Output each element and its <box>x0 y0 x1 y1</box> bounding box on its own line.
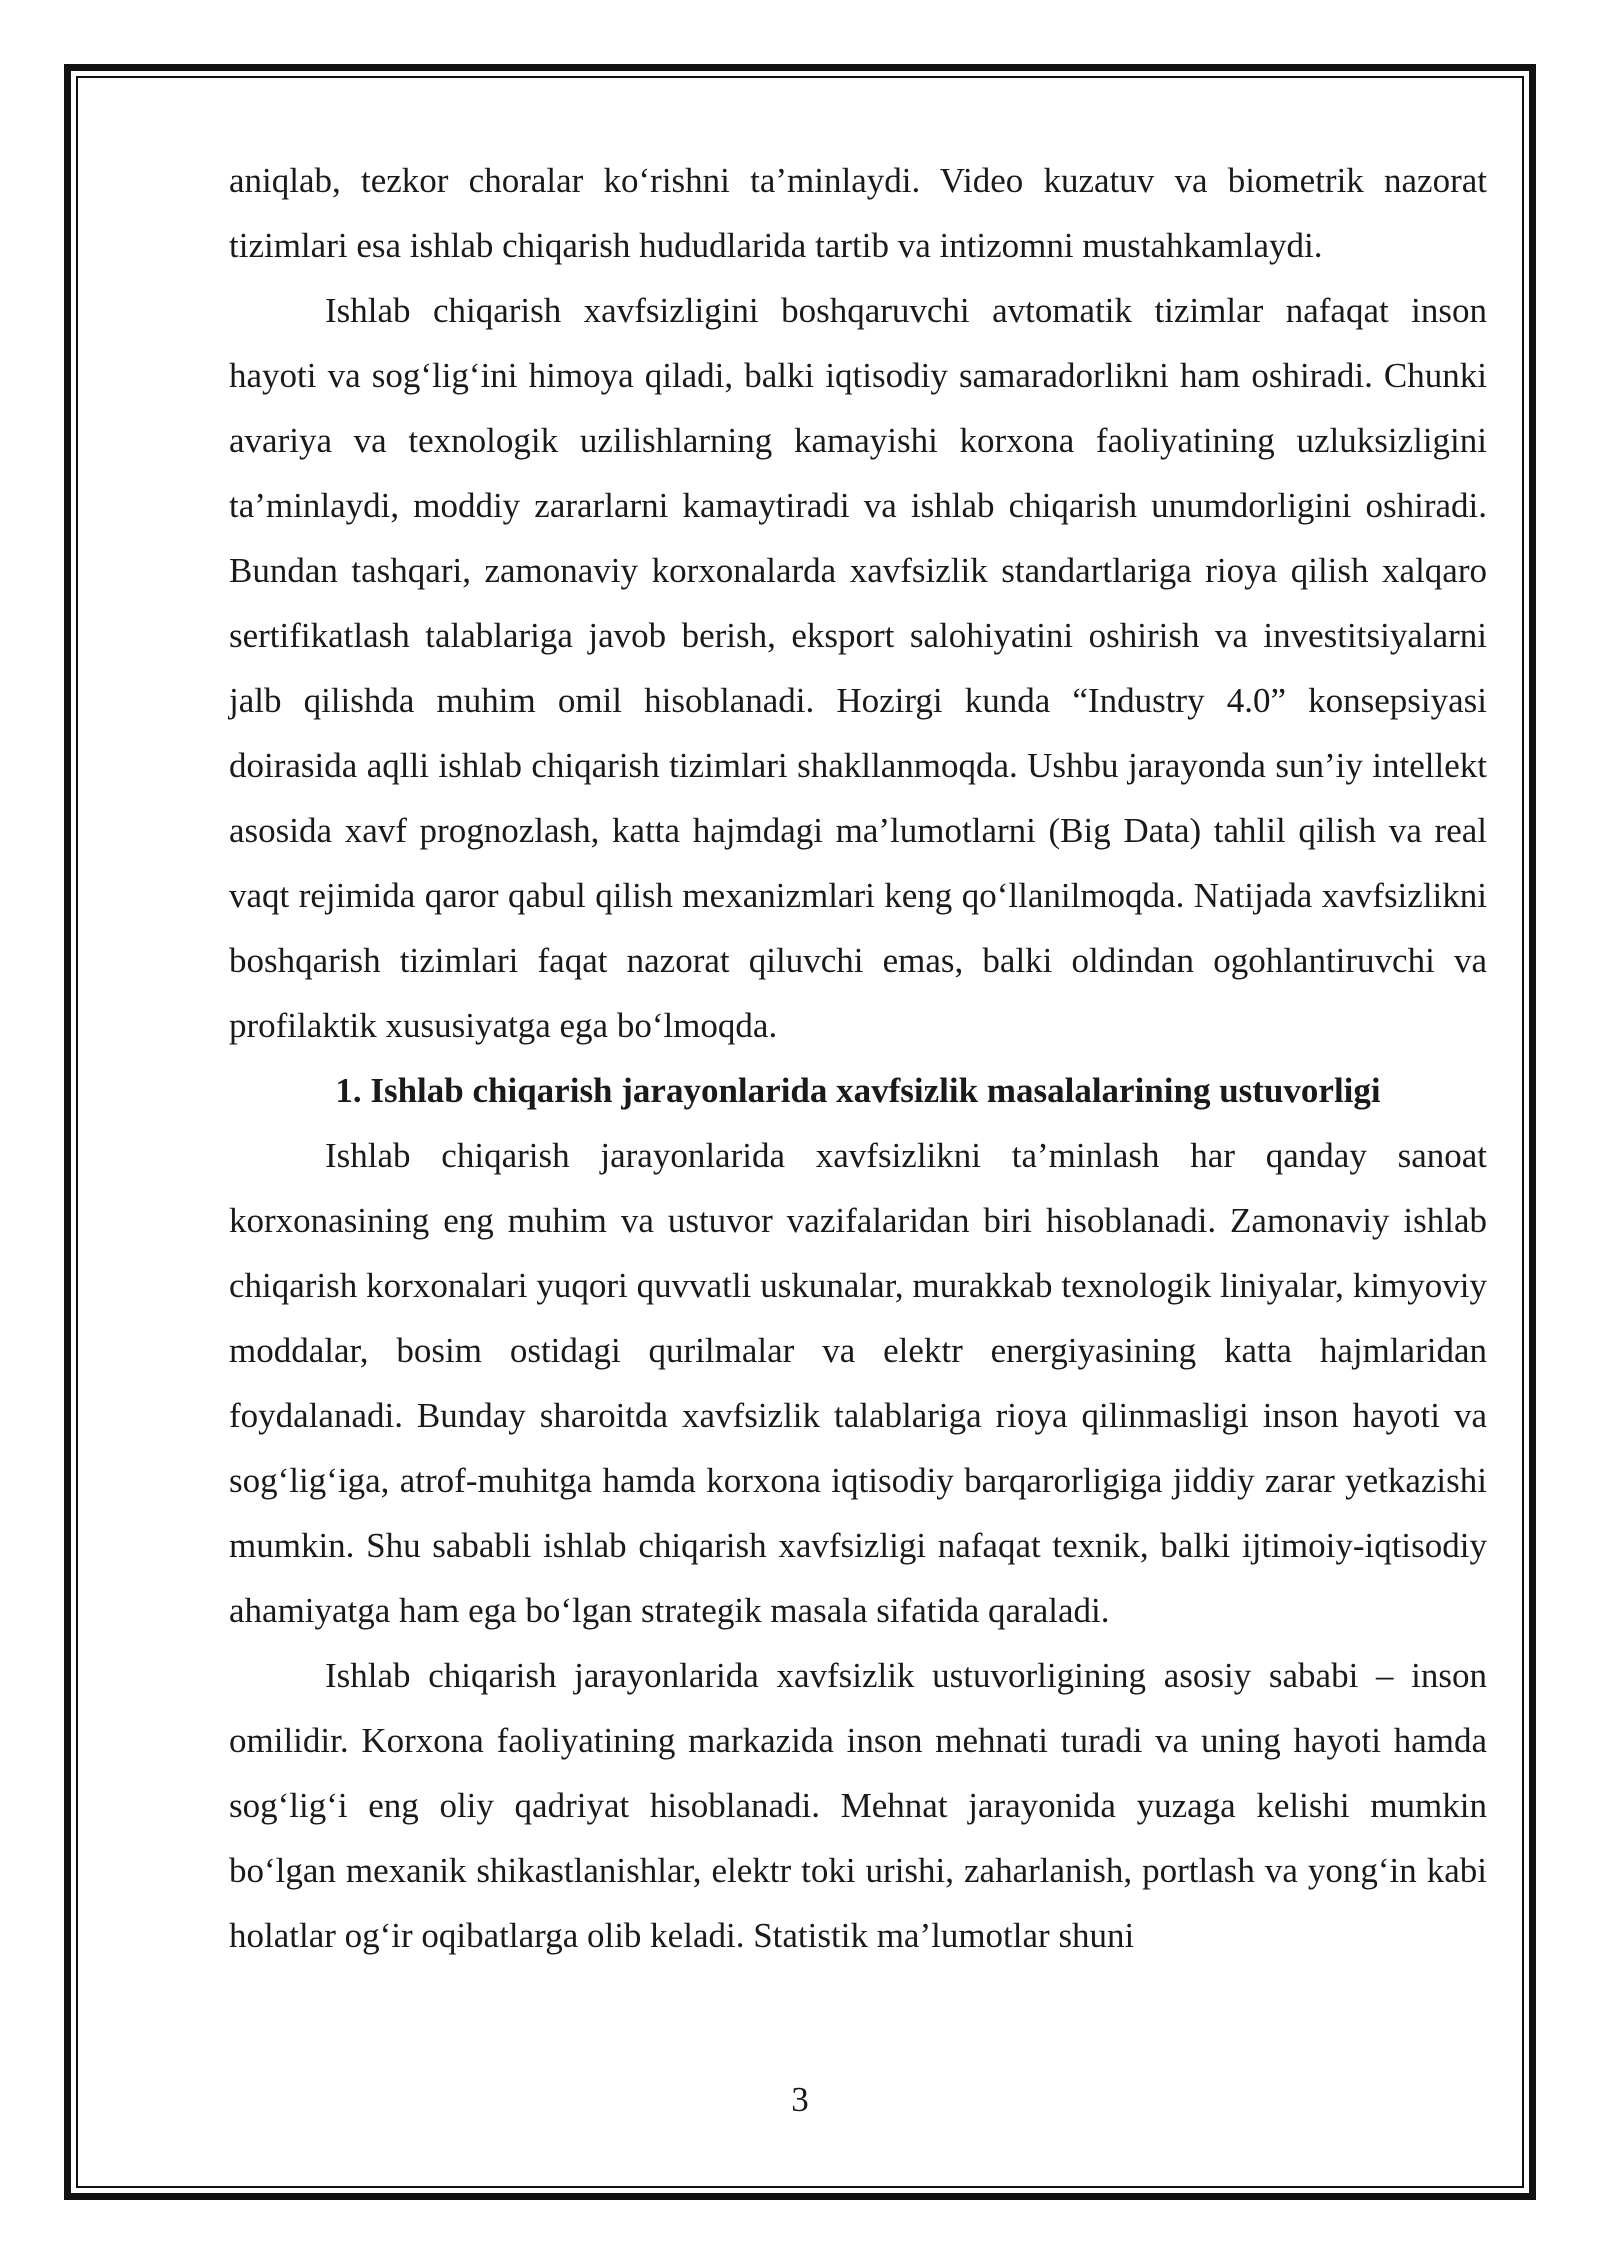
paragraph-2: Ishlab chiqarish xavfsizligini boshqaruvchi avtomatik tizimlar nafaqat inson hayoti va sog‘lig‘ini himoya qiladi, balki iqtisodiy samaradorlikni ham oshiradi. Chunki avariya va texnologik uzilishlarning kamayishi korxona faoliyatining uzluksizligini ta’minlaydi, moddiy zararlarni kamaytiradi va ishlab chiqarish unumdorligini oshiradi. Bundan tashqari, zamonaviy korxonalarda xavfsizlik standartlariga rioya qilish xalqaro sertifikatlash talablariga javob berish, eksport salohiyatini oshirish va investitsiyalarni jalb qilishda muhim omil hisoblanadi. Hozirgi kunda “Industry 4.0” konsepsiyasi doirasida aqlli ishlab chiqarish tizimlari shakllanmoqda. Ushbu jarayonda sun’iy intellekt asosida xavf prognozlash, katta hajmdagi ma’lumotlarni (Big Data) tahlil qilish va real vaqt rejimida qaror qabul qilish mexanizmlari keng qo‘llanilmoqda. Natijada xavfsizlikni boshqarish tizimlari faqat nazorat qiluvchi emas, balki oldindan ogohlantiruvchi va profilaktik xususiyatga ega bo‘lmoqda. <box>229 291 1487 1045</box>
paragraph-3: Ishlab chiqarish jarayonlarida xavfsizlikni ta’minlash har qanday sanoat korxonasining eng muhim va ustuvor vazifalaridan biri hisoblanadi. Zamonaviy ishlab chiqarish korxonalari yuqori quvvatli uskunalar, murakkab texnologik liniyalar, kimyoviy moddalar, bosim ostidagi qurilmalar va elektr energiyasining katta hajmlaridan foydalanadi. Bunday sharoitda xavfsizlik talablariga rioya qilinmasligi inson hayoti va sog‘lig‘iga, atrof-muhitga hamda korxona iqtisodiy barqarorligiga jiddiy zarar yetkazishi mumkin. Shu sababli ishlab chiqarish xavfsizligi nafaqat texnik, balki ijtimoiy-iqtisodiy ahamiyatga ham ega bo‘lgan strategik masala sifatida qaraladi. <box>229 1136 1487 1630</box>
document-body <box>229 148 1487 1968</box>
paragraph-1: aniqlab, tezkor choralar ko‘rishni ta’minlaydi. Video kuzatuv va biometrik nazorat tizimlari esa ishlab chiqarish hududlarida tartib va intizomni mustahkamlaydi. <box>229 161 1487 265</box>
section-heading: 1. Ishlab chiqarish jarayonlarida xavfsizlik masalalarining ustuvorligi <box>335 1071 1381 1110</box>
paragraph-4: Ishlab chiqarish jarayonlarida xavfsizlik ustuvorligining asosiy sababi – inson omilidir. Korxona faoliyatining markazida inson mehnati turadi va uning hayoti hamda sog‘lig‘i eng oliy qadriyat hisoblanadi. Mehnat jarayonida yuzaga kelishi mumkin bo‘lgan mexanik shikastlanishlar, elektr toki urishi, zaharlanish, portlash va yong‘in kabi holatlar og‘ir oqibatlarga olib keladi. Statistik ma’lumotlar shuni <box>229 1656 1487 1955</box>
page-number: 3 <box>791 2080 809 2119</box>
